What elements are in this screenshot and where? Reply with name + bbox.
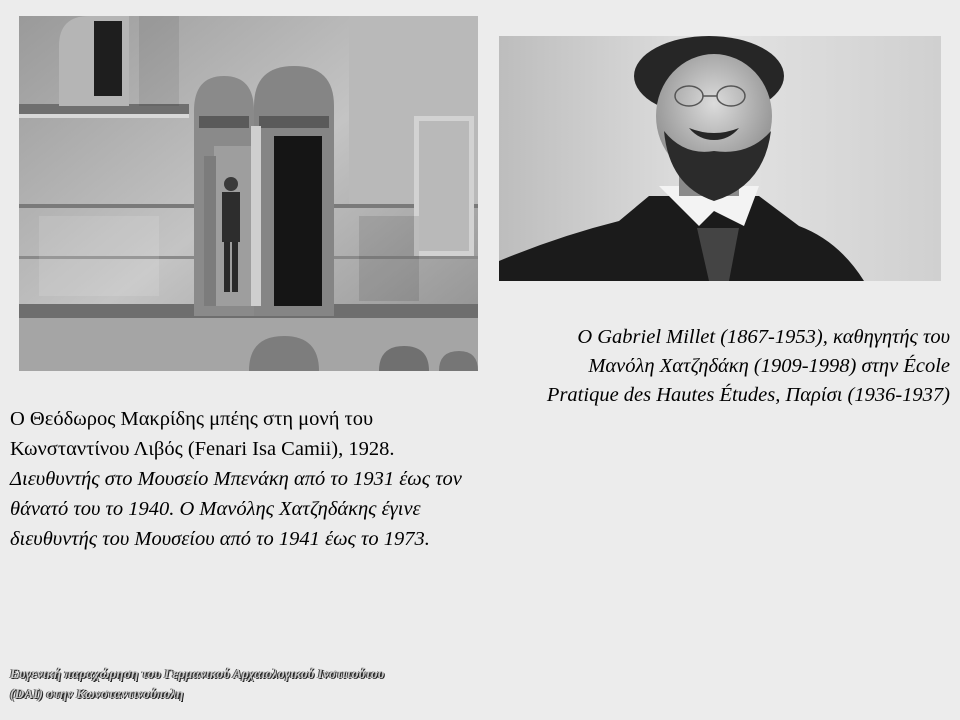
director-note-line: διευθυντής του Μουσείου από το 1941 έως το 1973. — [10, 528, 430, 550]
director-note-line: θάνατό του το 1940. Ο Μανόλης Χατζηδάκης έγινε — [10, 498, 421, 520]
church-photo — [19, 16, 478, 371]
church-caption-line: Ο Θεόδωρος Μακρίδης μπέης στη μονή του — [10, 408, 374, 430]
portrait-caption-line: O Gabriel Millet (1867-1953), καθηγητής του — [577, 326, 950, 348]
photo-credit — [10, 664, 570, 704]
church-caption — [10, 404, 570, 554]
portrait-photo — [499, 36, 941, 281]
portrait-caption — [430, 323, 950, 410]
director-note-line: Διευθυντής στο Μουσείο Μπενάκη από το 1931 έως τον — [10, 468, 462, 490]
portrait-caption-line: Μανόλη Χατζηδάκη (1909-1998) στην École — [588, 355, 950, 377]
portrait-caption-line: Pratique des Hautes Études, Παρίσι (1936-1937) — [546, 384, 950, 406]
photo-credit-line: (DAI) στην Κωνσταντινούπολη — [10, 686, 184, 701]
church-caption-line: Κωνσταντίνου Λιβός (Fenari Isa Camii), 1928. — [10, 438, 395, 460]
photo-credit-line: Ευγενική παραχώρηση του Γερμανικού Αρχαιολογικού Ινστιτούτου — [10, 666, 385, 681]
